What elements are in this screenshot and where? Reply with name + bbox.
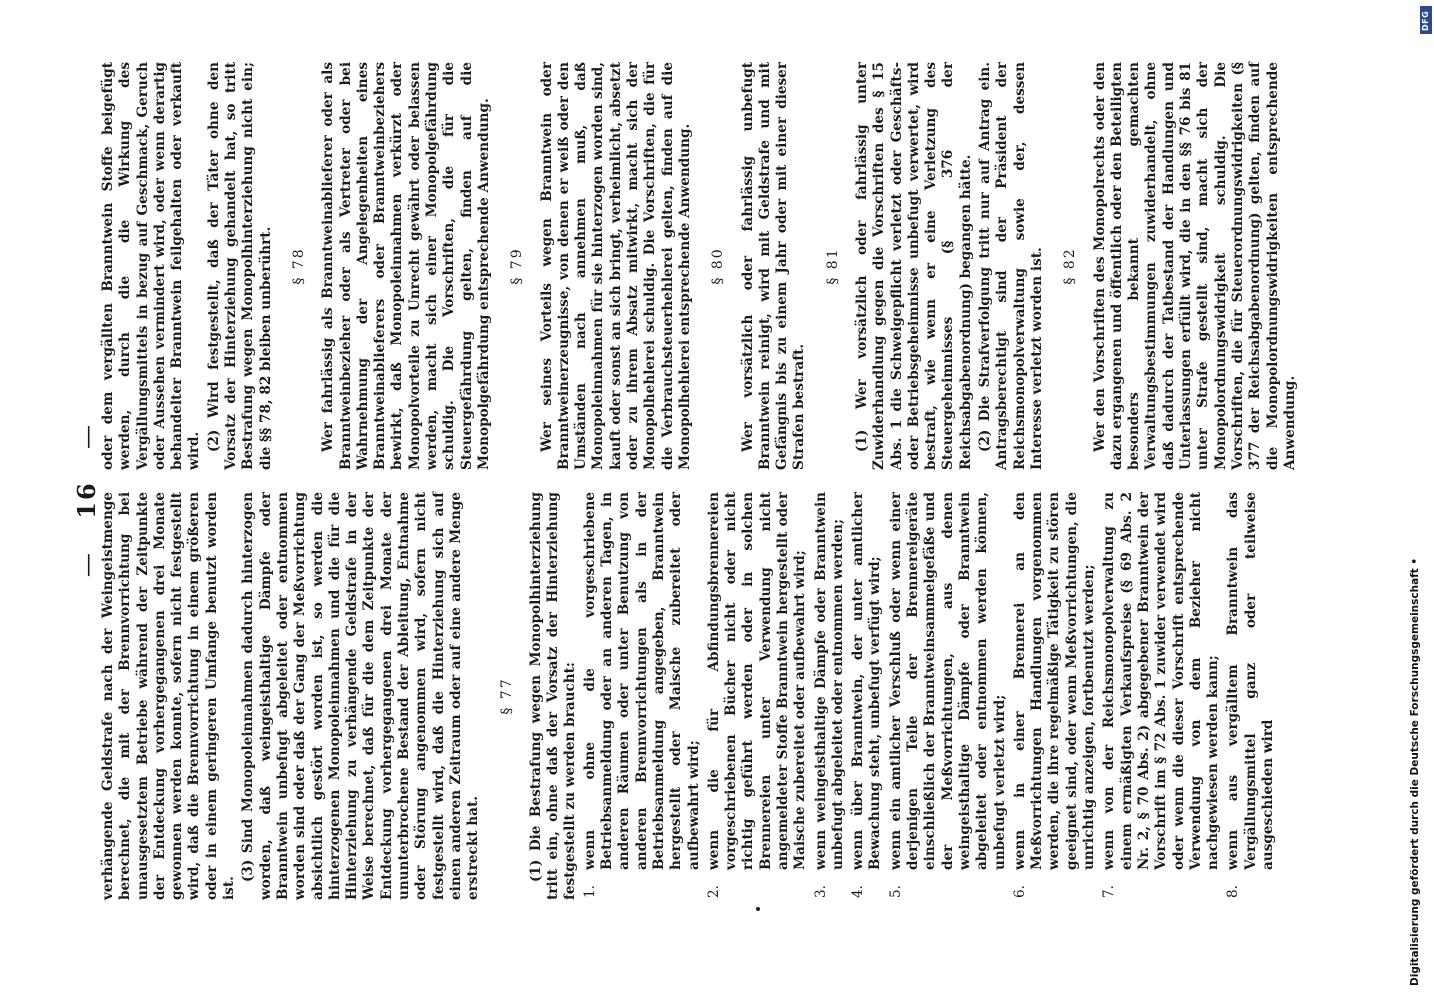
paragraph: (2) Wird festgestellt, daß der Täter ohne den Vorsatz der Hinterziehung gehandelt hat, so tritt Bestrafung wegen Monopolhinterziehung nicht ein; die §§ 78, 82 bleiben unberührt. <box>205 62 274 470</box>
header-dash-left: — <box>73 551 101 578</box>
section-number: § 79 <box>509 247 526 285</box>
digitization-credit <box>1406 6 1426 996</box>
paragraph: Wer fahrlässig als Branntweinablieferer oder als Branntweinbezieher oder als Vertreter oder bei Wahrnehmung der Angelegenheiten eines Branntweinablieferers oder Branntweinbeziehers bewirkt, daß Monopoleinnahmen verkürzt oder Monopolvorteile zu Unrecht gewährt oder belassen werden, macht sich einer Monopolgefährdung schuldig. Die Vorschriften, die für die Steuergefährdung gelten, finden auf die Monopolgefährdung entsprechende Anwendung. <box>320 62 492 470</box>
paragraph: Wer vorsätzlich oder fahrlässig unbefugt Branntwein reinigt, wird mit Geldstrafe und mit Gefängnis bis zu einem Jahr oder mit einer dieser Strafen bestraft. <box>739 62 808 470</box>
page-number: 16 <box>72 481 101 519</box>
header-dash-right: — <box>73 422 101 449</box>
credit-text: Digitalisierung gefördert durch die Deutsche Forschungsgemeinschaft • <box>1409 557 1421 986</box>
section-title: Bestrafung wegen Monopolhinterziehung <box>527 492 544 818</box>
list-item: 4. wenn über Branntwein, der unter amtlicher Bewachung steht, unbefugt verfügt wird; <box>850 492 884 898</box>
paragraph: oder dem vergällten Branntwein Stoffe beigefügt werden, durch die die Wirkung des Vergällungsmittels in bezug auf Geschmack, Geruch oder Aussehen vermindert wird, oder wenn derartig behandelter Branntwein feilgehalten oder verkauft wird. <box>100 62 203 470</box>
right-column <box>100 62 1301 470</box>
paragraph: Wer seines Vorteils wegen Branntwein oder Branntweinerzeugnisse, von denen er weiß oder den Umständen nach annehmen muß, daß Monopoleinnahmen für sie hinterzogen worden sind, kauft oder sonst an sich bringt, verheimlicht, absetzt oder zu ihrem Absatz mitwirkt, macht sich der Monopolhehlerei schuldig. Die Vorschriften, die für die Verbrauchsteuerhehlerei gelten, finden auf die Monopolhehlerei entsprechende Anwendung. <box>538 62 693 470</box>
list-item: 6. wenn in einer Brennerei an den Meßvorrichtungen Handlungen vorgenommen werden, die ihre regelmäßige Tätigkeit zu stören geeignet sind, oder wenn Meßvorrichtungen, die unrichtig anzeigen, fortbenutzt werden; <box>1011 492 1098 898</box>
section-number: § 80 <box>710 247 727 285</box>
ink-speck <box>756 907 760 911</box>
paragraph: Wer den Vorschriften des Monopolrechts oder den dazu ergangenen und öffentlich oder den Beteiligten besonders bekannt gemachten Verwaltungsbestimmungen zuwiderhandelt, ohne daß dadurch der Tatbestand der Handlungen und Unterlassungen erfüllt wird, die in den §§ 76 bis 81 unter Strafe gestellt sind, macht sich der Monopolordnungswidrigkeit schuldig. Die Vorschriften, die für Steuerordnungswidrigkeiten (§ 377 der Reichsabgabenordnung) gelten, finden auf die Monopolordnungswidrigkeiten entsprechende Anwendung. <box>1091 62 1298 470</box>
list-item: 3. wenn weingeisthaltige Dämpfe oder Branntwein unbefugt abgeleitet oder entnommen werden; <box>812 492 846 898</box>
list-item: 2. wenn die für Abfindungsbrennereien vorgeschriebenen Bücher nicht oder nicht richtig geführt werden oder in solchen Brennereien unter Verwendung nicht angemeldeter Stoffe Branntwein hergestellt oder Maische zubereitet oder aufbewahrt wird; <box>705 492 809 898</box>
section-lead: (1) Die <box>527 817 544 882</box>
section-lead-rest: tritt ein, ohne daß der Vorsatz der Hinterziehung festgestellt zu werden braucht: <box>545 492 579 900</box>
numbered-list <box>582 492 1278 900</box>
paragraph: (1) Wer vorsätzlich oder fahrlässig unter Zuwiderhandlung gegen die Vorschriften des § 15 Abs. 1 die Schweigepflicht verletzt oder Geschäfts- oder Betriebsgeheimnisse unbefugt verwertet, wird bestraft, wie wenn er eine Verletzung des Steuergeheimnisses (§ 376 der Reichsabgabenordnung) begangen hätte. <box>853 62 974 470</box>
list-item: 7. wenn von der Reichsmonopolverwaltung zu einem ermäßigten Verkaufspreise (§ 69 Abs. 2 Nr. 2, § 70 Abs. 2) abgegebener Branntwein der Vorschrift im § 72 Abs. 1 zuwider verwendet wird oder wenn die dieser Vorschrift entsprechende Verwendung von dem Bezieher nicht nachgewiesen werden kann; <box>1101 492 1222 898</box>
paragraph: verhängende Geldstrafe nach der Weingeistmenge berechnet, die mit der Brennvorrichtung bei unausgesetztem Betriebe während der Zeitpunkte der Entdeckung vorhergegangenen drei Monate gewonnen werden konnte, sofern nicht festgestellt wird, daß die Brennvorrichtung in einem größeren oder in einem geringeren Umfange benutzt worden ist. <box>100 492 238 900</box>
paragraph: (3) Sind Monopoleinnahmen dadurch hinterzogen worden, daß weingeisthaltige Dämpfe oder Branntwein unbefugt abgeleitet oder entnommen worden sind oder daß der Gang der Meßvorrichtung absichtlich gestört worden ist, so werden die hinterzogenen Monopoleinnahmen und die für die Hinterziehung zu verhängende Geldstrafe in der Weise berechnet, daß für die dem Zeitpunkte der Entdeckung vorhergegangenen drei Monate der ununterbrochene Bestand der Ableitung, Entnahme oder Störung angenommen wird, sofern nicht festgestellt wird, daß die Hinterziehung sich auf einen anderen Zeitraum oder auf eine andere Menge erstreckt hat. <box>240 492 482 900</box>
paragraph: (2) Die Strafverfolgung tritt nur auf Antrag ein. Antragsberechtigt sind der Präsident der Reichsmonopolverwaltung sowie der, dessen Interesse verletzt worden ist. <box>977 62 1045 470</box>
section-number: § 81 <box>824 247 841 285</box>
dfg-logo-text: DFG <box>1421 10 1430 31</box>
section-number: § 82 <box>1062 247 1079 285</box>
paragraph <box>528 492 580 900</box>
section-number: § 77 <box>498 677 515 715</box>
list-item: 1. wenn ohne die vorgeschriebene Betriebsanmeldung oder an anderen Tagen, in anderen Räumen oder unter Benutzung von anderen Brennvorrichtungen als in der Betriebsanmeldung angegeben, Branntwein hergestellt oder Maische zubereitet oder aufbewahrt wird; <box>581 492 702 898</box>
left-column <box>100 492 1281 900</box>
section-number: § 78 <box>290 247 307 285</box>
list-item: 8. wenn aus vergälltem Branntwein das Vergällungsmittel ganz oder teilweise ausgeschieden wird <box>1225 492 1276 898</box>
list-item: 5. wenn ein amtlicher Verschluß oder wenn einer derjenigen Teile der Brennereigeräte einschließlich der Branntweinsammelgefäße und der Meßvorrichtungen, aus denen weingeisthaltige Dämpfe oder Branntwein abgeleitet oder entnommen werden können, unbefugt verletzt wird; <box>887 492 1008 898</box>
dfg-logo <box>1420 6 1432 34</box>
